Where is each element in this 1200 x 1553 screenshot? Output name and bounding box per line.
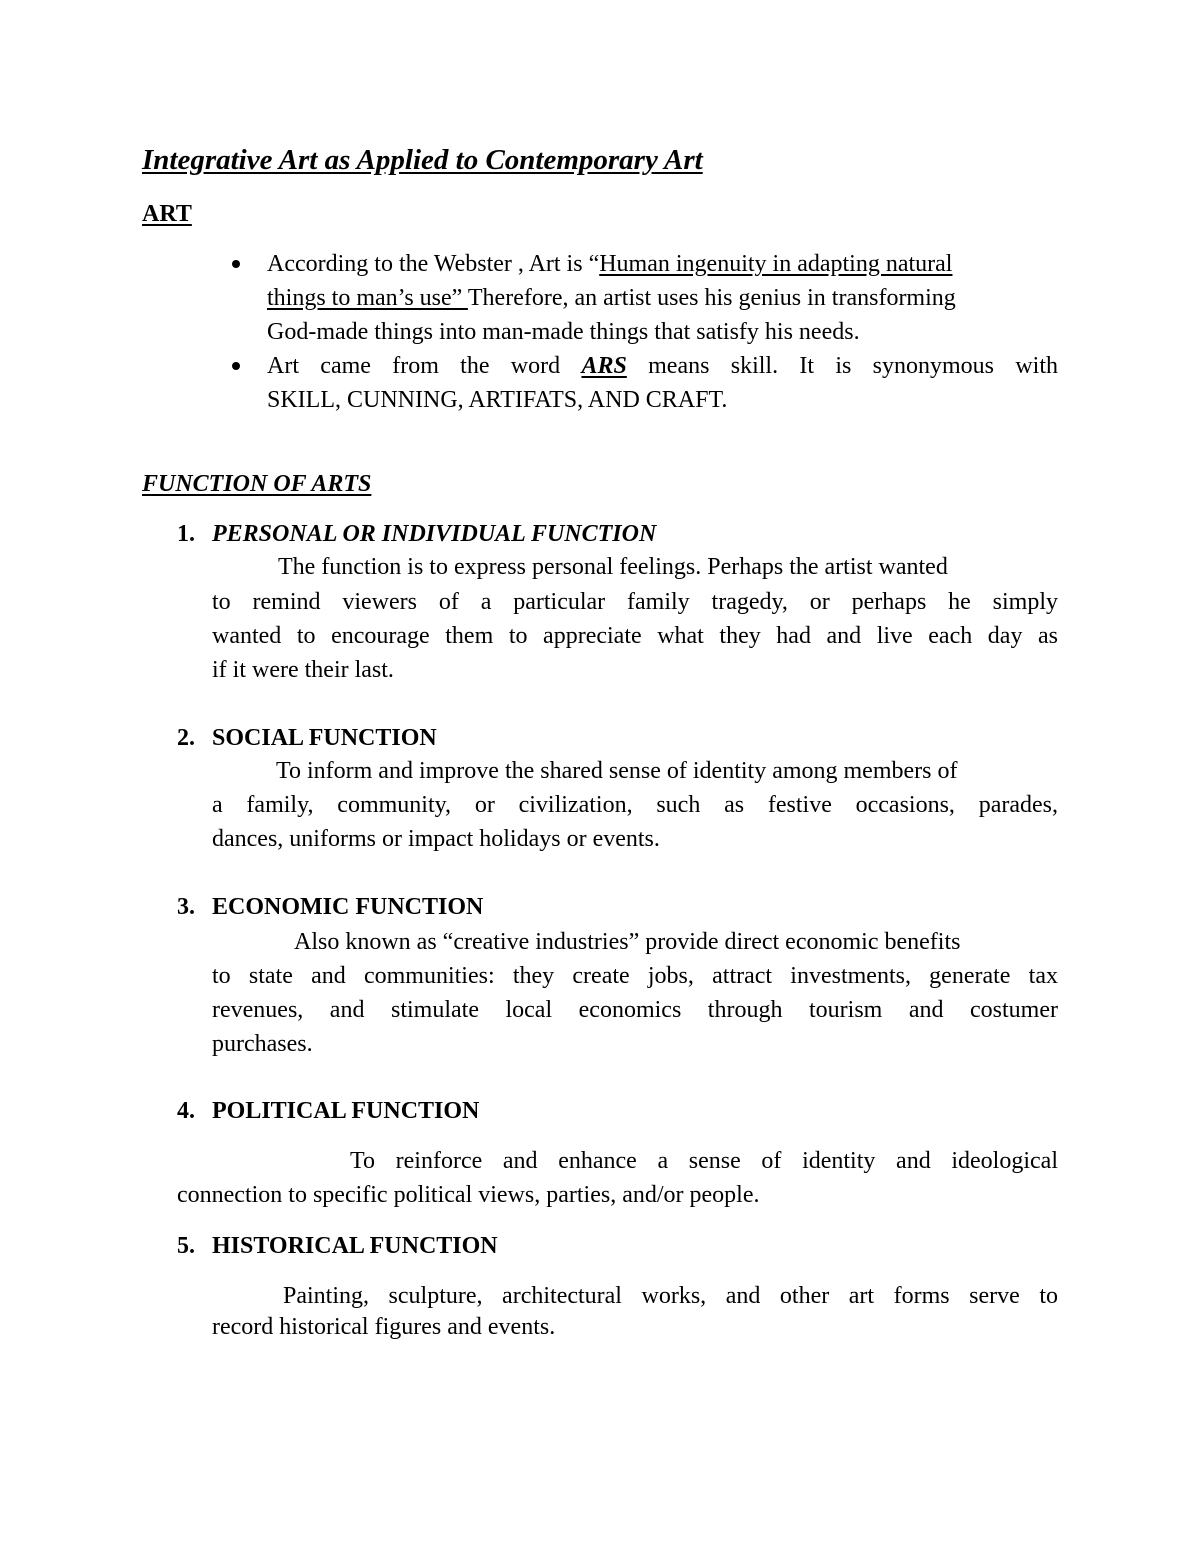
historical-function-heading: HISTORICAL FUNCTION	[212, 1233, 498, 1259]
item-number: 5.	[177, 1233, 195, 1259]
function-heading: FUNCTION OF ARTS	[142, 471, 372, 497]
personal-line-4: if it were their last.	[212, 657, 394, 683]
item-number: 3.	[177, 894, 195, 920]
economic-line-2: to state and communities: they create jobs, attract investments, generate tax	[212, 963, 1058, 989]
bullet-1-line-3: God-made things into man-made things that satisfy his needs.	[267, 319, 860, 345]
historical-line-1: Painting, sculpture, architectural works, and other art forms serve to	[283, 1283, 1058, 1309]
political-line-1: To reinforce and enhance a sense of identity and ideological	[350, 1148, 1058, 1174]
personal-line-3: wanted to encourage them to appreciate what they had and live each day as	[212, 623, 1058, 649]
bullet-2-line-2: SKILL, CUNNING, ARTIFATS, AND CRAFT.	[267, 387, 728, 413]
social-line-3: dances, uniforms or impact holidays or events.	[212, 826, 660, 852]
bullet-1-line-2: things to man’s use” Therefore, an artist uses his genius in transforming	[267, 285, 956, 311]
item-number: 1.	[177, 521, 195, 547]
social-function-heading: SOCIAL FUNCTION	[212, 725, 437, 751]
bullet-icon	[232, 362, 240, 370]
political-line-2: connection to specific political views, parties, and/or people.	[177, 1182, 760, 1208]
art-heading: ART	[142, 201, 192, 227]
economic-line-4: purchases.	[212, 1031, 313, 1057]
economic-function-heading: ECONOMIC FUNCTION	[212, 894, 484, 920]
personal-line-2: to remind viewers of a particular family tragedy, or perhaps he simply	[212, 589, 1058, 615]
social-line-1: To inform and improve the shared sense of identity among members of	[276, 758, 958, 784]
personal-line-1: The function is to express personal feelings. Perhaps the artist wanted	[278, 554, 948, 580]
bullet-icon	[232, 260, 240, 268]
personal-function-heading: PERSONAL OR INDIVIDUAL FUNCTION	[212, 521, 657, 547]
bullet-1-line-1: According to the Webster , Art is “Human ingenuity in adapting natural	[267, 251, 953, 277]
economic-line-1: Also known as “creative industries” provide direct economic benefits	[294, 929, 961, 955]
bullet-2-line-1: Art came from the word ARS means skill. It is synonymous with	[267, 353, 1059, 379]
item-number: 2.	[177, 725, 195, 751]
document-title: Integrative Art as Applied to Contemporary Art	[142, 144, 703, 176]
social-line-2: a family, community, or civilization, such as festive occasions, parades,	[212, 792, 1058, 818]
economic-line-3: revenues, and stimulate local economics through tourism and costumer	[212, 997, 1058, 1023]
political-function-heading: POLITICAL FUNCTION	[212, 1098, 480, 1124]
historical-line-2: record historical figures and events.	[212, 1314, 556, 1340]
item-number: 4.	[177, 1098, 195, 1124]
